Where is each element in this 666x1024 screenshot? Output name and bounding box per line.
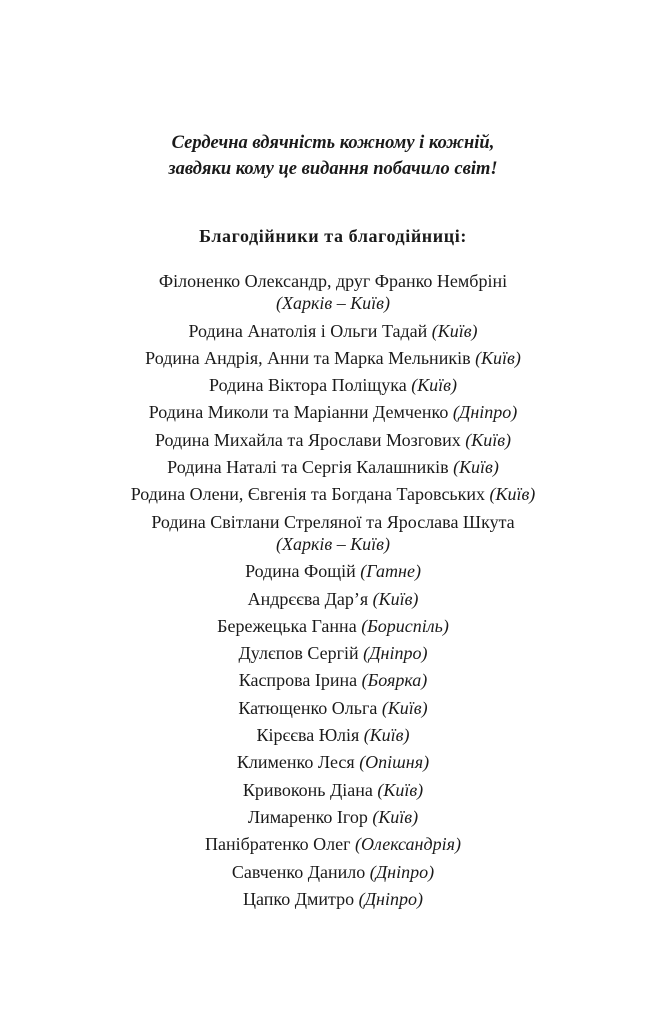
donor-item [0, 509, 666, 559]
donor-name: Філоненко Олександр, друг Франко Нембріні [158, 271, 508, 291]
donor-location: (Київ) [381, 697, 428, 718]
donor-name: Клименко Леся [236, 752, 355, 773]
donor-location: (Дніпро) [358, 888, 423, 909]
donor-location: (Харків – Київ) [276, 293, 390, 314]
donor-location: (Дніпро) [452, 402, 518, 423]
donor-item [0, 722, 666, 749]
donor-name: Каспрова Ірина [238, 670, 358, 691]
donor-item [0, 427, 666, 454]
donor-item [0, 859, 666, 886]
donor-name: Цапко Дмитро [243, 888, 355, 909]
donor-location: (Київ) [363, 725, 410, 746]
donor-name: Родина Миколи та Маріанни Демченко [148, 402, 449, 423]
donor-item [0, 640, 666, 667]
donor-name: Родина Наталі та Сергія Калашників [167, 457, 449, 478]
donor-name: Родина Фощій [245, 561, 356, 582]
donor-name: Кривоконь Діана [242, 779, 373, 800]
donor-location: (Київ) [465, 429, 512, 450]
donor-item [0, 667, 666, 694]
donor-name: Дулєпов Сергій [238, 643, 359, 664]
donors-heading: Благодійники та благодійниці: [199, 226, 467, 246]
donor-name: Родина Олени, Євгенія та Богдана Таровських [130, 484, 486, 505]
donor-location: (Гатне) [360, 561, 421, 582]
donor-item [0, 372, 666, 399]
donor-name: Родина Віктора Поліщука [209, 375, 407, 396]
donor-location: (Київ) [377, 779, 424, 800]
donor-location: (Київ) [475, 347, 521, 368]
donor-item [0, 613, 666, 640]
donor-item [0, 318, 666, 345]
donor-name: Родина Михайла та Ярослави Мозгових [154, 429, 461, 450]
donor-item [0, 558, 666, 585]
donor-location: (Боярка) [361, 670, 428, 691]
dedication-line-2: завдяки кому це видання побачило світ! [168, 159, 498, 179]
donor-list [0, 268, 666, 913]
donor-location: (Олександрія) [355, 834, 461, 855]
donor-location: (Київ) [431, 320, 478, 341]
donor-item [0, 886, 666, 913]
donor-location: (Дніпро) [369, 861, 435, 882]
donor-location: (Київ) [489, 484, 536, 505]
donor-name: Андрєєва Дар’я [247, 588, 369, 609]
donor-name: Савченко Данило [231, 861, 366, 882]
donor-location: (Харків – Київ) [276, 533, 390, 554]
donor-location: (Київ) [372, 806, 419, 827]
donor-name: Родина Світлани Стреляної та Ярослава Шкута [151, 511, 515, 532]
donor-location: (Опішня) [359, 752, 430, 773]
donor-item [0, 586, 666, 613]
donor-item [0, 454, 666, 481]
dedication [0, 130, 666, 182]
donor-name: Родина Анатолія і Ольги Тадай [188, 320, 428, 341]
donor-item [0, 831, 666, 858]
donor-name: Кірєєва Юлія [256, 725, 360, 746]
donor-item [0, 749, 666, 776]
dedication-line-1: Сердечна вдячність кожному і кожній, [171, 133, 495, 153]
donor-item [0, 399, 666, 426]
donor-location: (Київ) [372, 588, 419, 609]
donor-item [0, 804, 666, 831]
donor-location: (Бориспіль) [361, 615, 449, 636]
donor-item [0, 695, 666, 722]
donor-item [0, 481, 666, 508]
donor-name: Бережецька Ганна [217, 615, 357, 636]
donor-name: Панібратенко Олег [205, 834, 351, 855]
donor-location: (Дніпро) [363, 643, 428, 664]
donor-name: Лимаренко Ігор [247, 806, 368, 827]
donor-location: (Київ) [411, 375, 457, 396]
donor-item [0, 777, 666, 804]
donor-name: Катющенко Ольга [238, 697, 378, 718]
donor-location: (Київ) [453, 457, 499, 478]
donor-item [0, 268, 666, 318]
donor-item [0, 345, 666, 372]
donor-name: Родина Андрія, Анни та Марка Мельників [145, 347, 471, 368]
